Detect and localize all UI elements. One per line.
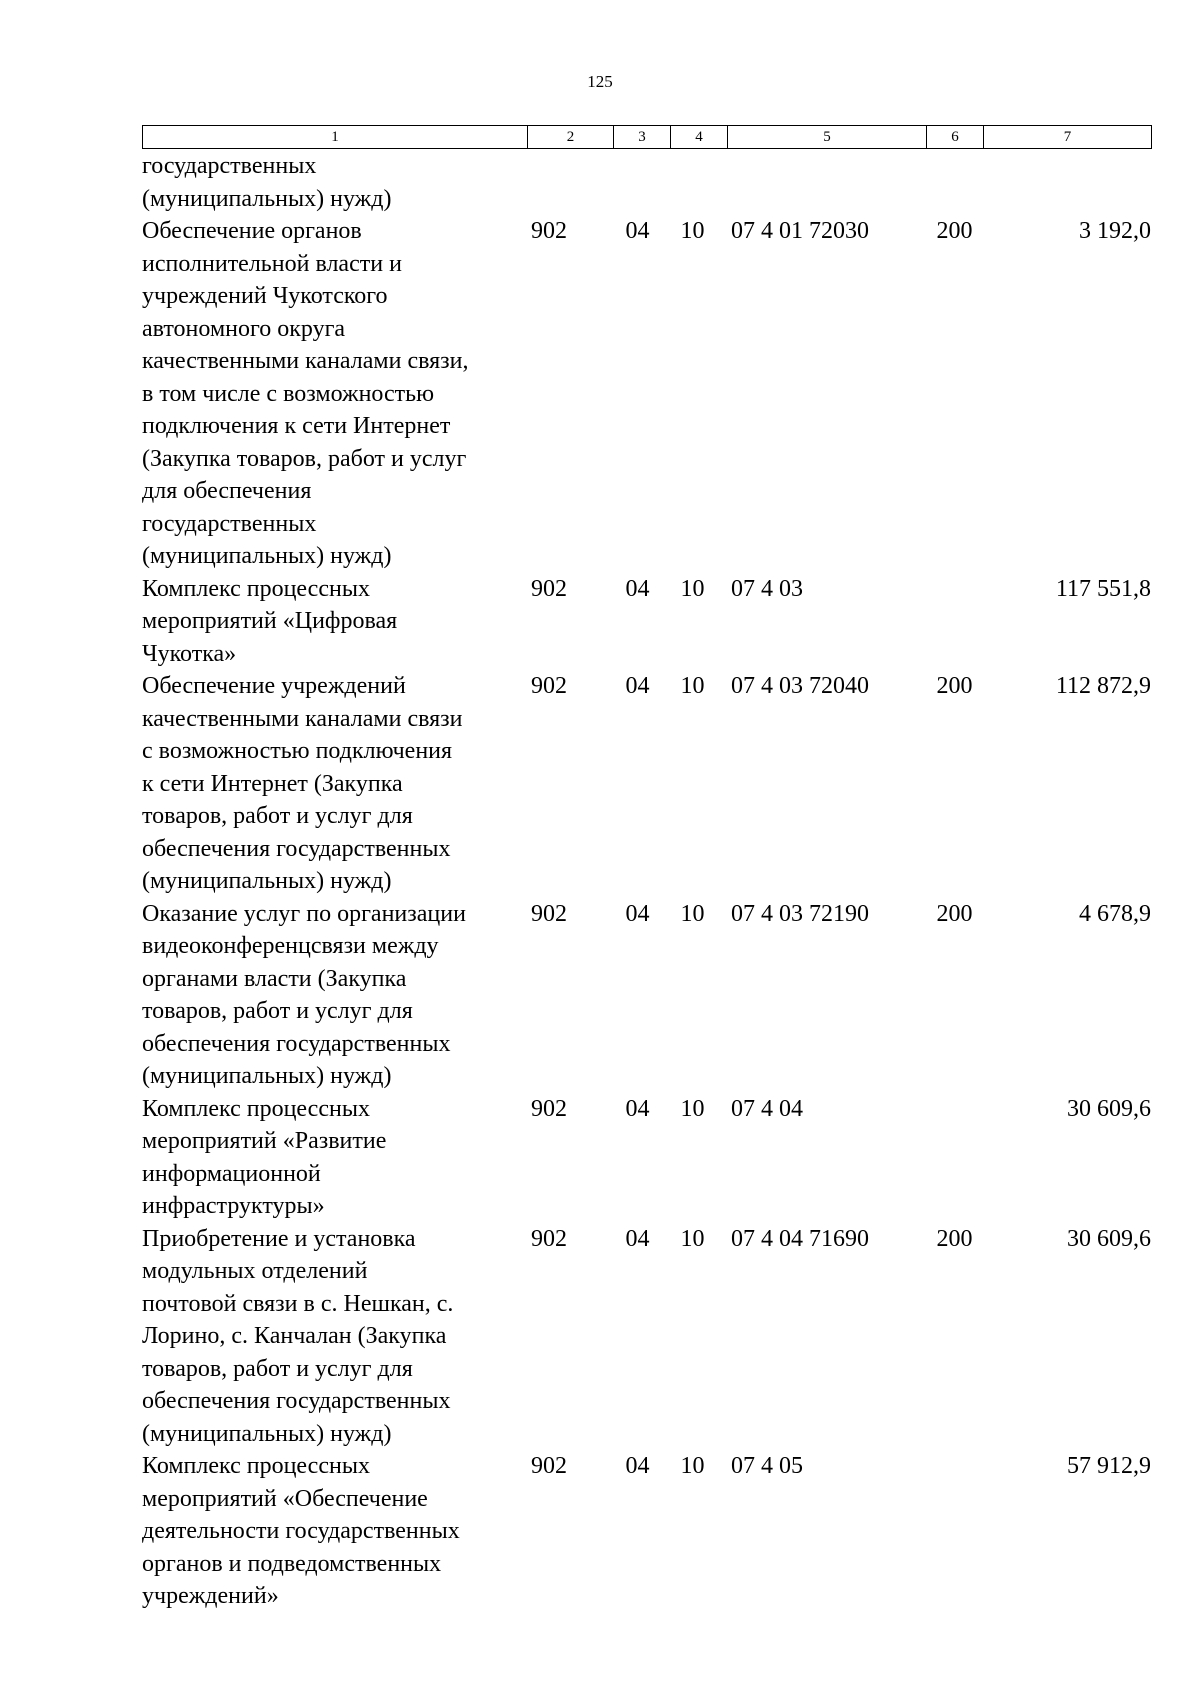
row-expense-type-cell [926,1093,983,1223]
row-admin-code-cell: 902 [531,1095,567,1122]
row-amount-cell: 30 609,6 [1067,1225,1151,1252]
page-number: 125 [587,72,613,91]
header-cell-7: 7 [984,126,1152,149]
header-cell-1: 1 [143,126,528,149]
row-expense-type-cell: 200 [936,218,973,244]
row-section-cell: 04 [625,1225,650,1252]
header-row [143,126,1152,149]
row-subsection-cell: 10 [680,1453,705,1479]
row-name-cell: Обеспечение учреждений качественными каналами связи с возможностью подключения к сети Интернет (Закупка товаров, работ и услуг для обеспечения государственных (муниципальных) нужд) [142,673,463,894]
row-target-article-cell: 07 4 04 71690 [731,1225,869,1252]
row-section-cell: 04 [625,218,650,244]
row-subsection-cell: 10 [680,900,705,927]
row-subsection-cell [670,150,727,215]
row-admin-code-cell: 902 [531,1453,567,1479]
row-amount-cell [983,150,1151,215]
header-cell-2: 2 [528,126,614,149]
budget-table-body [142,150,1151,1613]
row-subsection-cell: 10 [680,1095,705,1122]
row-target-article-cell [727,150,926,215]
row-expense-type-cell: 200 [936,900,973,927]
table-row [142,573,1151,671]
table-row [142,1093,1151,1223]
row-expense-type-cell [926,1450,983,1613]
header-cell-3: 3 [614,126,671,149]
budget-table [142,150,1151,1613]
row-name-cell: Комплекс процессных мероприятий «Обеспечение деятельности государственных органов и подведомственных учреждений» [142,1453,460,1609]
row-admin-code-cell: 902 [531,575,567,602]
header-cell-4: 4 [671,126,728,149]
row-expense-type-cell: 200 [936,673,973,699]
header-cell-6: 6 [927,126,984,149]
header-cell-5: 5 [728,126,927,149]
row-admin-code-cell: 902 [531,1225,567,1252]
row-name-cell: Обеспечение органов исполнительной власти и учреждений Чукотского автономного округа качественными каналами связи, в том числе с возможностью подключения к сети Интернет (Закупка товаров, работ и услуг для обеспечения государственных (муниципальных) нужд) [142,218,469,569]
row-name-cell: государственных (муниципальных) нужд) [142,153,392,212]
table-row [142,215,1151,573]
row-target-article-cell: 07 4 05 [731,1453,803,1479]
row-amount-cell: 4 678,9 [1079,900,1151,927]
row-target-article-cell: 07 4 03 72040 [731,673,869,699]
row-target-article-cell: 07 4 04 [731,1095,803,1122]
table-row [142,670,1151,898]
row-subsection-cell: 10 [680,673,705,699]
row-expense-type-cell [926,150,983,215]
row-section-cell [613,150,670,215]
row-subsection-cell: 10 [680,575,705,602]
row-amount-cell: 112 872,9 [1055,673,1151,699]
row-section-cell: 04 [625,1095,650,1122]
table-row [142,1450,1151,1613]
row-amount-cell: 117 551,8 [1055,575,1151,602]
row-target-article-cell: 07 4 03 [731,575,803,602]
row-expense-type-cell [926,573,983,671]
row-name-cell: Приобретение и установка модульных отделений почтовой связи в с. Нешкан, с. Лорино, с. Канчалан (Закупка товаров, работ и услуг для обеспечения государственных (муниципальных) нужд) [142,1225,454,1447]
row-subsection-cell: 10 [680,1225,705,1252]
row-amount-cell: 3 192,0 [1079,218,1151,244]
row-expense-type-cell: 200 [936,1225,973,1252]
row-name-cell: Оказание услуг по организации видеоконференцсвязи между органами власти (Закупка товаров, работ и услуг для обеспечения государственных (муниципальных) нужд) [142,900,466,1089]
table-row [142,1223,1151,1451]
table-row [142,150,1151,215]
row-amount-cell: 57 912,9 [1067,1453,1151,1479]
row-target-article-cell: 07 4 03 72190 [731,900,869,927]
row-section-cell: 04 [625,900,650,927]
row-section-cell: 04 [625,575,650,602]
column-number-header [142,125,1152,149]
row-amount-cell: 30 609,6 [1067,1095,1151,1122]
row-name-cell: Комплекс процессных мероприятий «Цифровая Чукотка» [142,575,398,667]
row-target-article-cell: 07 4 01 72030 [731,218,869,244]
row-name-cell: Комплекс процессных мероприятий «Развитие информационной инфраструктуры» [142,1095,387,1219]
row-admin-code-cell: 902 [531,673,567,699]
row-admin-code-cell: 902 [531,218,567,244]
row-subsection-cell: 10 [680,218,705,244]
row-section-cell: 04 [625,673,650,699]
row-admin-code-cell [527,150,613,215]
row-section-cell: 04 [625,1453,650,1479]
row-admin-code-cell: 902 [531,900,567,927]
table-row [142,898,1151,1093]
